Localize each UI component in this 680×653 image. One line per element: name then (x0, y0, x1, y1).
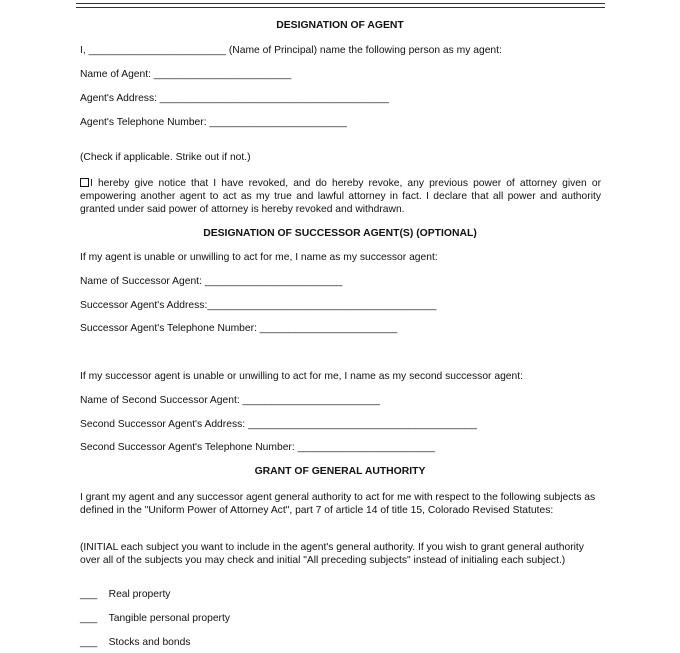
successor-phone-field[interactable]: Successor Agent's Telephone Number: ________________________ (80, 323, 398, 334)
second-successor-name-field[interactable]: Name of Second Successor Agent: ________________________ (80, 395, 380, 406)
initial-blank[interactable]: ___ (80, 613, 98, 624)
revocation-paragraph (80, 177, 601, 217)
initial-blank[interactable]: ___ (80, 637, 98, 648)
initial-blank[interactable]: ___ (80, 589, 98, 600)
successor-address-field[interactable]: Successor Agent's Address:________________________________________ (80, 300, 437, 311)
top-rule (76, 3, 605, 4)
agent-phone-field[interactable]: Agent's Telephone Number: ________________________ (80, 117, 347, 128)
subject-label: Tangible personal property (108, 613, 230, 624)
subject-label: Real property (108, 589, 171, 600)
second-successor-address-field[interactable]: Second Successor Agent's Address: ________________________________________ (80, 419, 478, 430)
revocation-checkbox[interactable] (80, 178, 89, 187)
second-successor-phone-field[interactable]: Second Successor Agent's Telephone Number: ________________________ (80, 442, 436, 453)
successor-name-field[interactable]: Name of Successor Agent: ________________________ (80, 276, 343, 287)
check-note: (Check if applicable. Strike out if not.) (80, 152, 251, 163)
successor-intro: If my agent is unable or unwilling to act for me, I name as my successor agent: (80, 252, 438, 263)
agent-address-field[interactable]: Agent's Address: ________________________________________ (80, 93, 389, 104)
subject-item[interactable] (80, 613, 230, 624)
top-rule-double (76, 7, 605, 8)
second-successor-intro: If my successor agent is unable or unwilling to act for me, I name as my second successor agent: (80, 371, 523, 382)
initial-instructions: (INITIAL each subject you want to include in the agent's general authority. If you wish to grant general authority over all of the subjects you may check and initial "All preceding subjects" instead of initialing each subject.) (80, 542, 584, 567)
grant-paragraph: I grant my agent and any successor agent general authority to act for me with respect to the following subjects as defined in the "Uniform Power of Attorney Act", part 7 of article 14 of title 15, Colorado Revised Statutes: (80, 492, 596, 517)
revocation-text: I hereby give notice that I have revoked, and do hereby revoke, any previous power of attorney given or empowering another agent to act as my true and lawful attorney in fact. I declare that all power and authority granted under said power of attorney is hereby revoked and withdrawn. (80, 178, 601, 216)
subject-item[interactable] (80, 637, 191, 648)
principal-name-line[interactable]: I, ________________________ (Name of Principal) name the following person as my agent: (80, 45, 502, 56)
heading-successor-agents: DESIGNATION OF SUCCESSOR AGENT(S) (OPTIONAL) (203, 228, 477, 239)
subject-label: Stocks and bonds (108, 637, 191, 648)
heading-designation-of-agent: DESIGNATION OF AGENT (276, 20, 404, 31)
subject-item[interactable] (80, 589, 170, 600)
agent-name-field[interactable]: Name of Agent: ________________________ (80, 69, 292, 80)
heading-grant-of-general-authority: GRANT OF GENERAL AUTHORITY (254, 466, 426, 477)
